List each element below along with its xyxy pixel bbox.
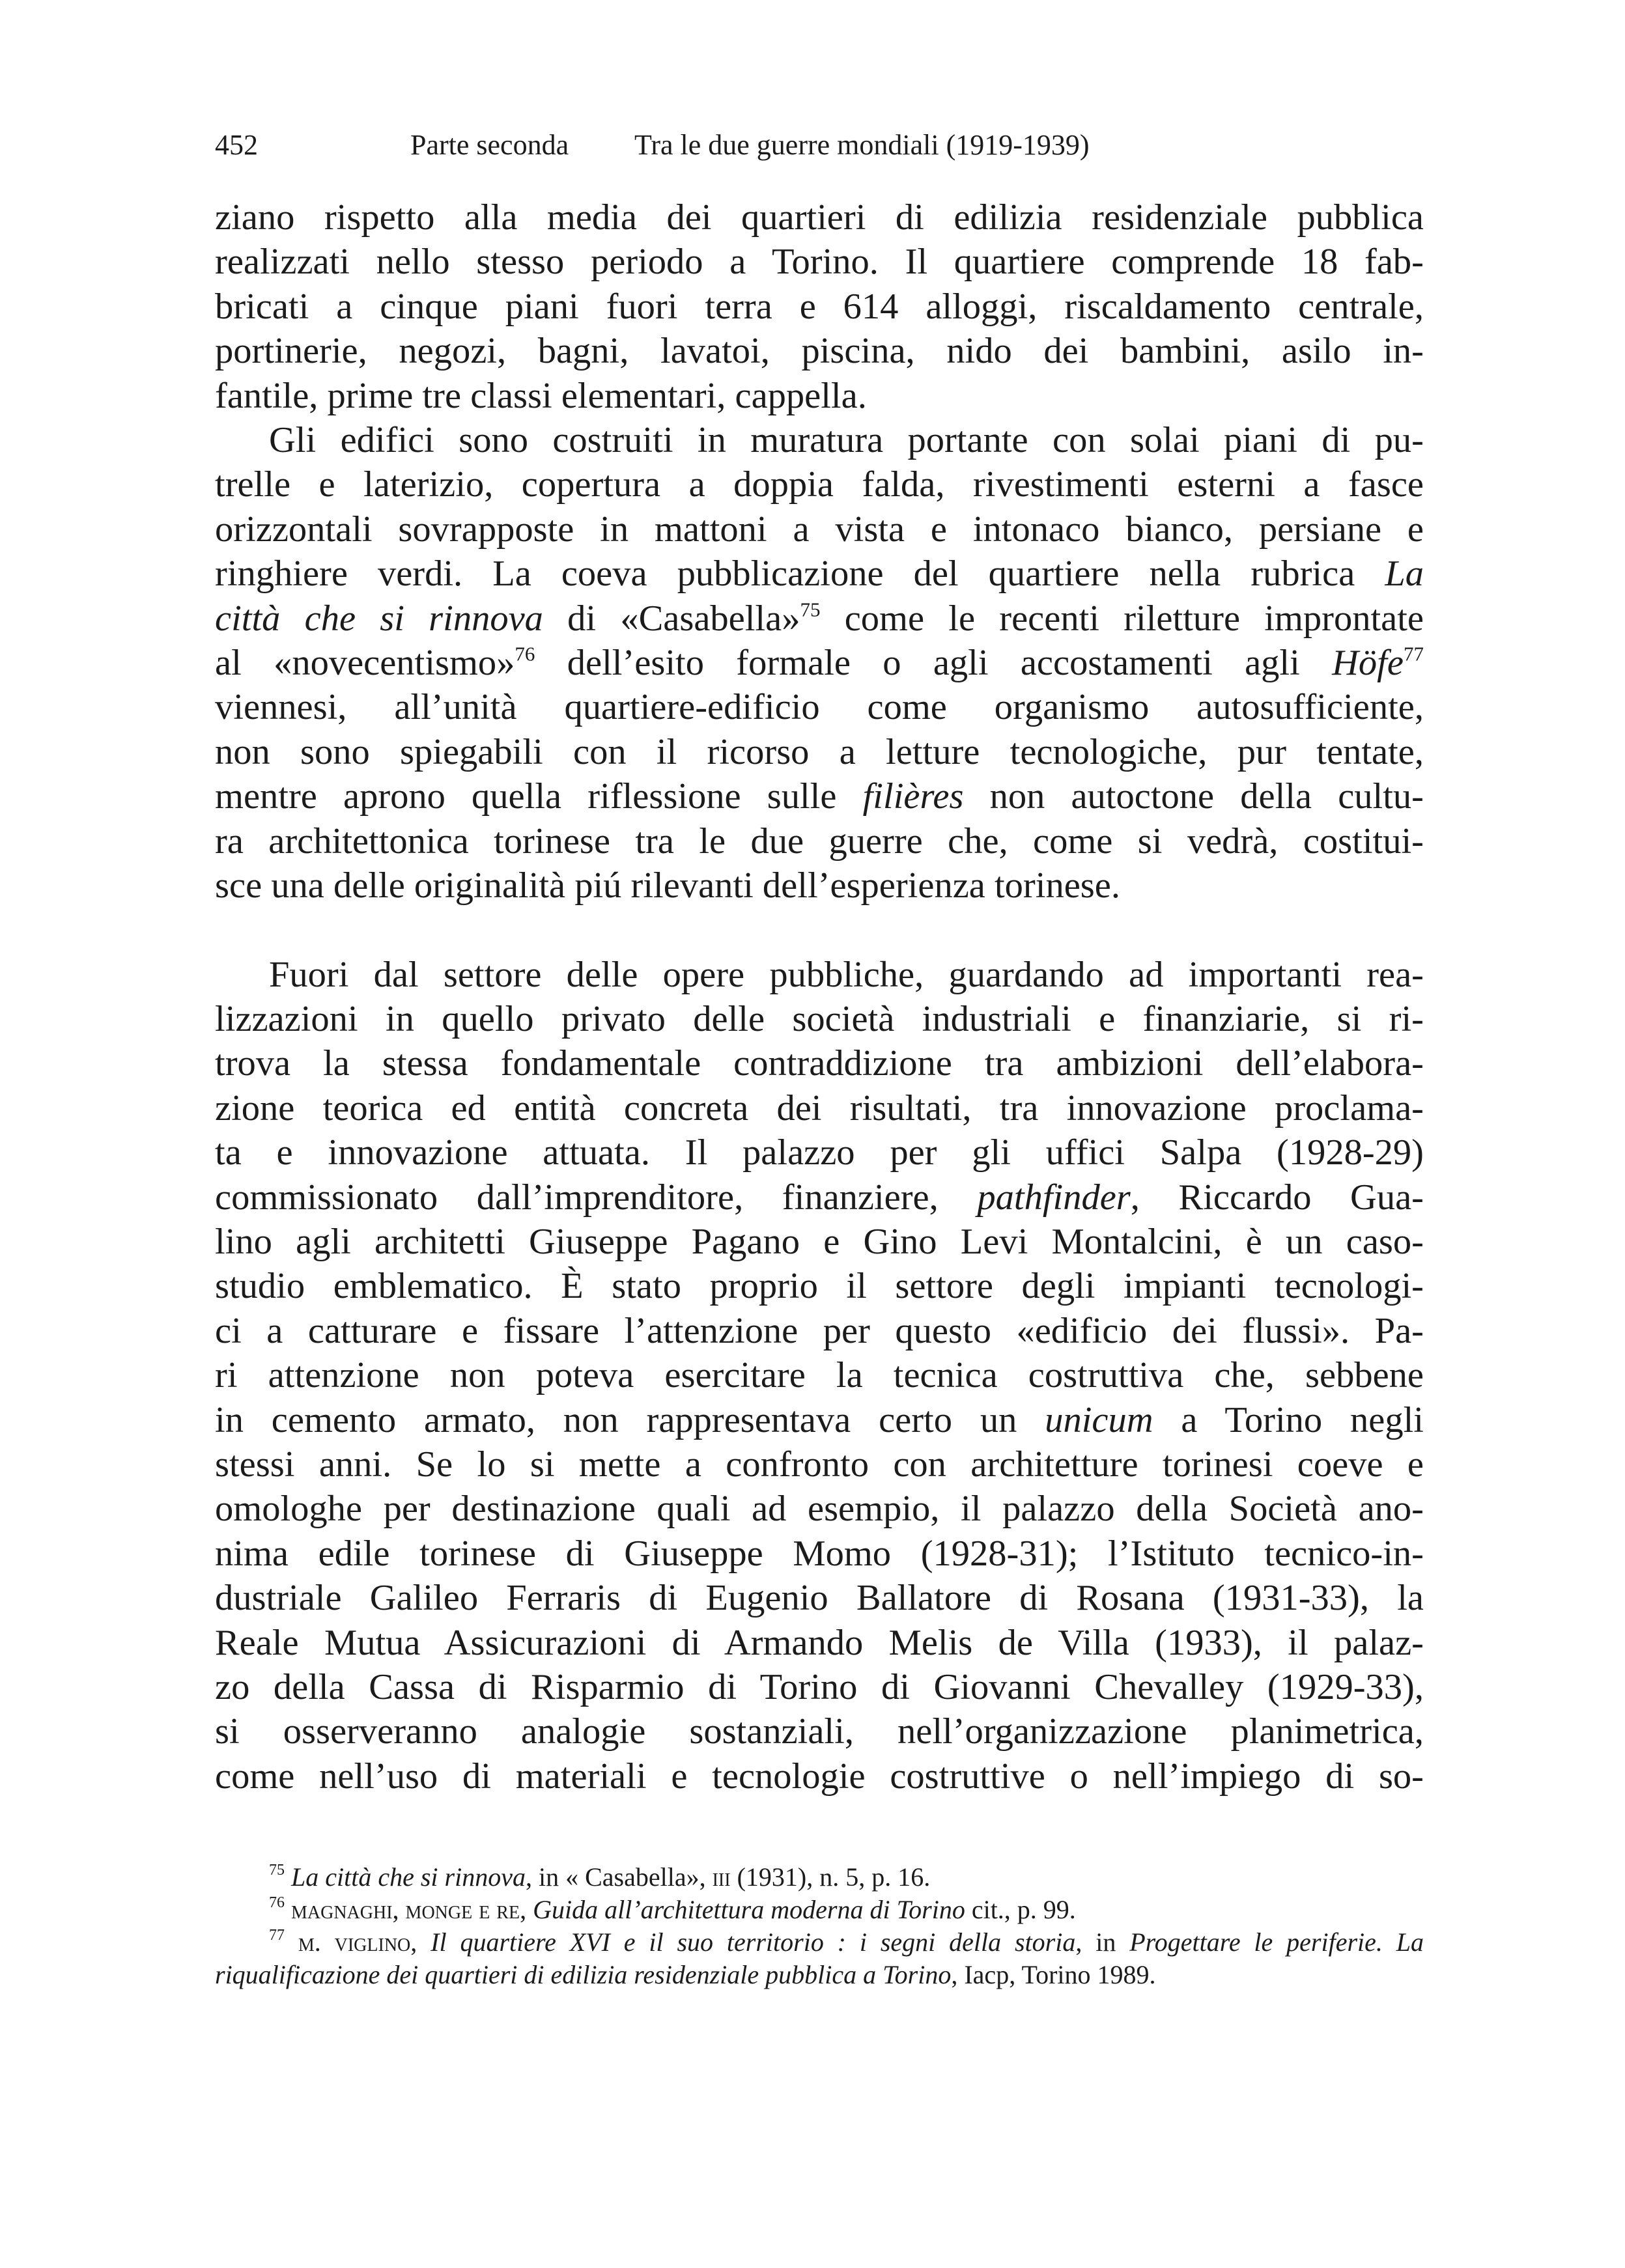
text-line: dustriale Galileo Ferraris di Eugenio Ballatore di Rosana (1931-33), la <box>215 1578 1424 1619</box>
footnote-number: 76 <box>269 1894 285 1912</box>
text-run: dell’esito formale o agli accostamenti agli <box>535 643 1333 684</box>
text-line: lizzazioni in quello privato delle società industriali e finanziarie, si ri- <box>215 998 1424 1039</box>
text-line <box>215 774 1424 819</box>
italic-run: filières <box>862 776 964 817</box>
footnote-text: , in <box>1075 1927 1130 1957</box>
text-line <box>215 596 1424 641</box>
text-run: ringhiere verdi. La coeva pubblicazione del quartiere nella rubrica <box>215 553 1385 595</box>
text-line: trova la stessa fondamentale contraddizione tra ambizioni dell’elabora- <box>215 1043 1424 1084</box>
text-line: viennesi, all’unità quartiere-edificio come organismo autosufficiente, <box>215 687 1424 728</box>
text-run: a Torino negli <box>1153 1399 1424 1440</box>
text-line <box>215 641 1424 685</box>
text-line: portinerie, negozi, bagni, lavatoi, piscina, nido dei bambini, asilo in- <box>215 331 1424 372</box>
text-run: come le recenti riletture improntate <box>820 598 1424 639</box>
text-line: orizzontali sovrapposte in mattoni a vista e intonaco bianco, persiane e <box>215 509 1424 550</box>
text-line <box>215 552 1424 596</box>
text-line: ra architettonica torinese tra le due guerre che, come si vedrà, costitui- <box>215 820 1424 861</box>
text-line: Gli edifici sono costruiti in muratura portante con solai piani di pu- <box>269 420 1424 461</box>
text-line: ta e innovazione attuata. Il palazzo per gli uffici Salpa (1928-29) <box>215 1132 1424 1173</box>
text-line: omologhe per destinazione quali ad esempio, il palazzo della Società ano- <box>215 1489 1424 1530</box>
text-line: Reale Mutua Assicurazioni di Armando Melis de Villa (1933), il palaz- <box>215 1622 1424 1663</box>
text-run: , Riccardo Gua- <box>1130 1177 1424 1218</box>
text-line: Fuori dal settore delle opere pubbliche, guardando ad importanti rea- <box>269 954 1424 995</box>
body-text <box>215 195 1424 1799</box>
italic-run: città che si rinnova <box>215 598 543 639</box>
italic-run: unicum <box>1045 1399 1153 1440</box>
text-line: zione teorica ed entità concreta dei risultati, tra innovazione proclama- <box>215 1087 1424 1128</box>
footnote-text: , in « Casabella», <box>525 1862 713 1892</box>
text-line: bricati a cinque piani fuori terra e 614 alloggi, riscaldamento centrale, <box>215 286 1424 327</box>
section-gap <box>215 908 1424 953</box>
footnote-number: 77 <box>269 1927 285 1944</box>
text-line: fantile, prime tre classi elementari, cappella. <box>215 375 867 416</box>
footnote-title: La città che si rinnova <box>291 1862 526 1892</box>
footnote-76 <box>215 1894 1424 1926</box>
italic-run: pathfinder <box>977 1177 1131 1218</box>
chapter-title: Tra le due guerre mondiali (1919-1939) <box>634 129 1090 161</box>
footnote-ref-76[interactable]: 76 <box>515 642 535 665</box>
text-line: studio emblematico. È stato proprio il settore degli impianti tecnologi- <box>215 1266 1424 1307</box>
footnote-author: m. viglino <box>298 1927 411 1957</box>
footnote-authors: magnaghi, monge e re <box>291 1895 520 1924</box>
italic-run: La <box>1385 553 1424 595</box>
text-run: di «Casabella» <box>543 598 800 639</box>
text-line: stessi anni. Se lo si mette a confronto con architetture torinesi coeve e <box>215 1444 1424 1485</box>
text-line: lino agli architetti Giuseppe Pagano e Gino Levi Montalcini, è un caso- <box>215 1221 1424 1262</box>
page-number: 452 <box>215 129 258 161</box>
text-line: nima edile torinese di Giuseppe Momo (1928-31); l’Istituto tecnico-in- <box>215 1533 1424 1574</box>
running-head <box>215 122 1420 168</box>
paragraph-3 <box>215 953 1424 1799</box>
text-line: ci a catturare e fissare l’attenzione per questo «edificio dei flussi». Pa- <box>215 1310 1424 1351</box>
text-line <box>215 1398 1424 1442</box>
italic-run: Höfe <box>1332 643 1404 684</box>
text-line: trelle e laterizio, copertura a doppia falda, rivestimenti esterni a fasce <box>215 464 1424 505</box>
text-line: sce una delle originalità piú rilevanti dell’esperienza torinese. <box>215 865 1120 906</box>
footnote-number: 75 <box>269 1862 285 1879</box>
footnote-text: (1931), n. 5, p. 16. <box>730 1862 931 1892</box>
text-line: non sono spiegabili con il ricorso a letture tecnologiche, pur tentate, <box>215 731 1424 772</box>
text-line: si osserveranno analogie sostanziali, nell’organizzazione planimetrica, <box>215 1711 1424 1752</box>
text-run: in cemento armato, non rappresentava certo un <box>215 1399 1045 1440</box>
text-run: mentre aprono quella riflessione sulle <box>215 776 863 817</box>
footnote-text: , <box>410 1927 431 1957</box>
footnote-75 <box>215 1861 1424 1894</box>
text-line <box>215 1175 1424 1220</box>
text-run: non autoctone della cultu- <box>963 776 1424 817</box>
paragraph-1 <box>215 195 1424 418</box>
text-line: come nell’uso di materiali e tecnologie costruttive o nell’impiego di so- <box>215 1756 1424 1797</box>
footnote-77 <box>215 1926 1424 1991</box>
footnote-book: Progettare le periferie. La riqualificazione dei quartieri di edilizia residenziale pubblica a Torino <box>215 1927 1424 1989</box>
footnote-title: Guida all’architettura moderna di Torino <box>533 1895 965 1924</box>
text-line: zo della Cassa di Risparmio di Torino di Giovanni Chevalley (1929-33), <box>215 1667 1424 1707</box>
text-run: commissionato dall’imprenditore, finanziere, <box>215 1177 978 1218</box>
footnote-ref-77[interactable]: 77 <box>1403 642 1424 665</box>
text-line: ri attenzione non poteva esercitare la tecnica costruttiva che, sebbene <box>215 1355 1424 1396</box>
text-line: ziano rispetto alla media dei quartieri di edilizia residenziale pubblica <box>215 197 1424 238</box>
footnote-ref-75[interactable]: 75 <box>800 597 821 621</box>
text-run: al «novecentismo» <box>215 643 515 684</box>
footnote-volume: iii <box>712 1862 731 1892</box>
part-label: Parte seconda <box>410 129 569 161</box>
paragraph-2 <box>215 418 1424 908</box>
footnote-title: Il quartiere XVI e il suo territorio : i segni della storia <box>431 1927 1076 1957</box>
footnote-text: , <box>520 1895 533 1924</box>
footnote-text: , Iacp, Torino 1989. <box>951 1960 1156 1989</box>
text-line: realizzati nello stesso periodo a Torino. Il quartiere comprende 18 fab- <box>215 242 1424 283</box>
footnote-text: cit., p. 99. <box>965 1895 1076 1924</box>
footnotes <box>215 1861 1424 1991</box>
